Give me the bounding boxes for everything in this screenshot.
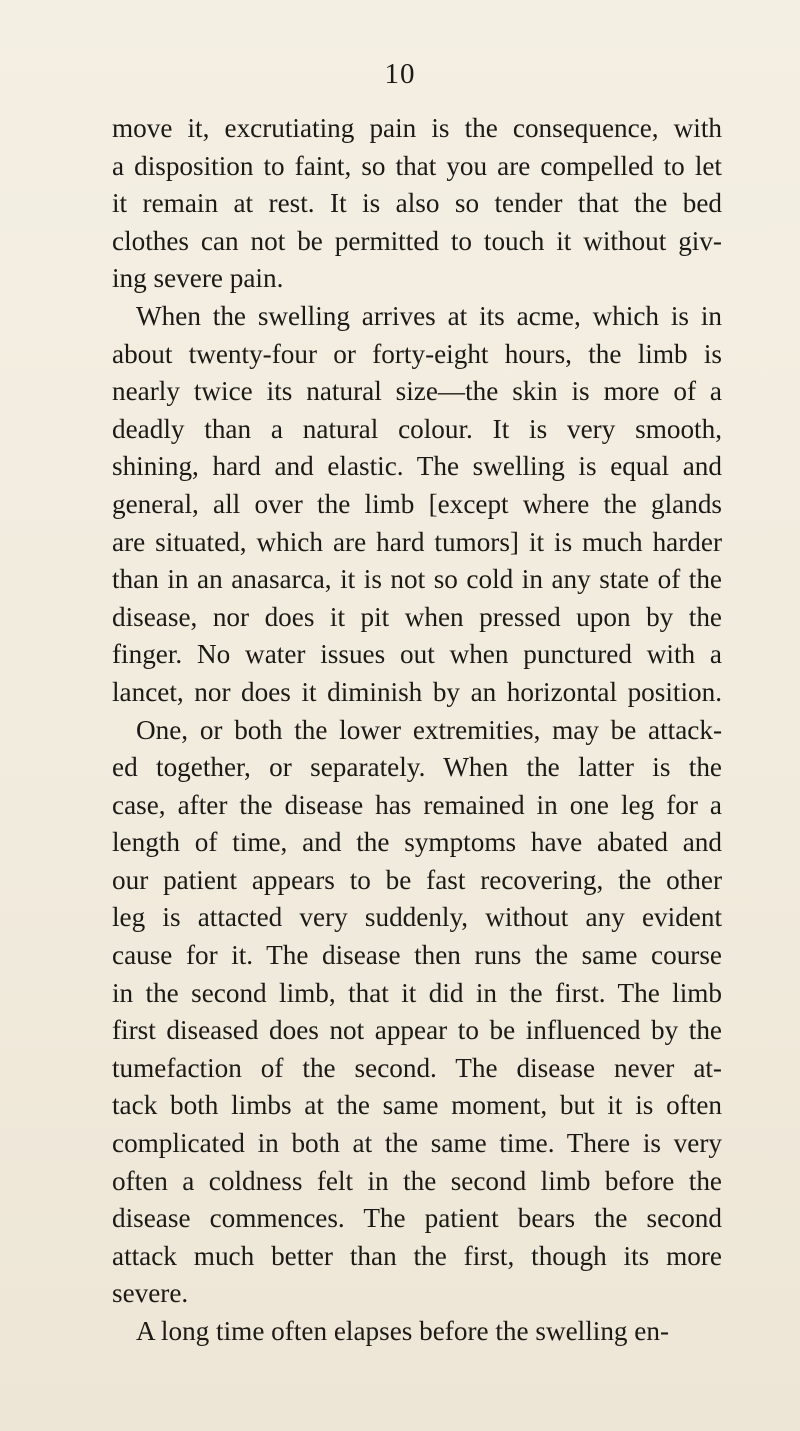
text-line: complicated in both at the same time. There is very <box>112 1128 722 1159</box>
text-line: shining, hard and elastic. The swelling is equal and <box>112 451 722 482</box>
text-line: deadly than a natural colour. It is very smooth, <box>112 413 722 444</box>
text-line: attack much better than the first, though its more <box>112 1240 722 1271</box>
text-line: One, or both the lower extremities, may be attack- <box>136 714 722 745</box>
text-line: ed together, or separately. When the latter is the <box>112 752 722 783</box>
text-line: lancet, nor does it diminish by an horizontal position. <box>112 676 722 707</box>
text-line: tack both limbs at the same moment, but it is often <box>112 1090 722 1121</box>
text-line: cause for it. The disease then runs the same course <box>112 940 722 971</box>
text-line: are situated, which are hard tumors] it is much harder <box>112 526 722 557</box>
text-line: severe. <box>112 1278 189 1309</box>
text-line: often a coldness felt in the second limb before the <box>112 1165 722 1196</box>
text-line: When the swelling arrives at its acme, which is in <box>136 300 722 331</box>
text-line: finger. No water issues out when punctured with a <box>112 639 722 670</box>
text-line: disease, nor does it pit when pressed upon by the <box>112 601 722 632</box>
text-line: nearly twice its natural size—the skin is more of a <box>112 376 722 407</box>
text-line: than in an anasarca, it is not so cold in any state of the <box>112 564 722 595</box>
text-line: tumefaction of the second. The disease never at- <box>112 1052 722 1083</box>
text-line: about twenty-four or forty-eight hours, the limb is <box>112 338 722 369</box>
text-line: A long time often elapses before the swelling en- <box>136 1316 670 1346</box>
text-line: a disposition to faint, so that you are compelled to let <box>112 150 722 181</box>
text-line: it remain at rest. It is also so tender that the bed <box>112 188 722 219</box>
text-line: first diseased does not appear to be influenced by the <box>112 1015 722 1046</box>
body-text <box>112 110 722 1351</box>
text-line: leg is attacted very suddenly, without any evident <box>112 902 722 933</box>
text-line: length of time, and the symptoms have abated and <box>112 827 722 858</box>
text-line: disease commences. The patient bears the second <box>112 1203 722 1234</box>
text-line: ing severe pain. <box>112 263 284 294</box>
text-line: clothes can not be permitted to touch it without giv- <box>112 225 722 256</box>
text-line: general, all over the limb [except where the glands <box>112 488 722 519</box>
text-line: move it, excrutiating pain is the consequence, with <box>112 113 722 143</box>
text-line: case, after the disease has remained in one leg for a <box>112 789 722 820</box>
text-line: our patient appears to be fast recovering, the other <box>112 864 722 895</box>
page-number: 10 <box>384 58 416 90</box>
text-line: in the second limb, that it did in the first. The limb <box>112 977 722 1008</box>
